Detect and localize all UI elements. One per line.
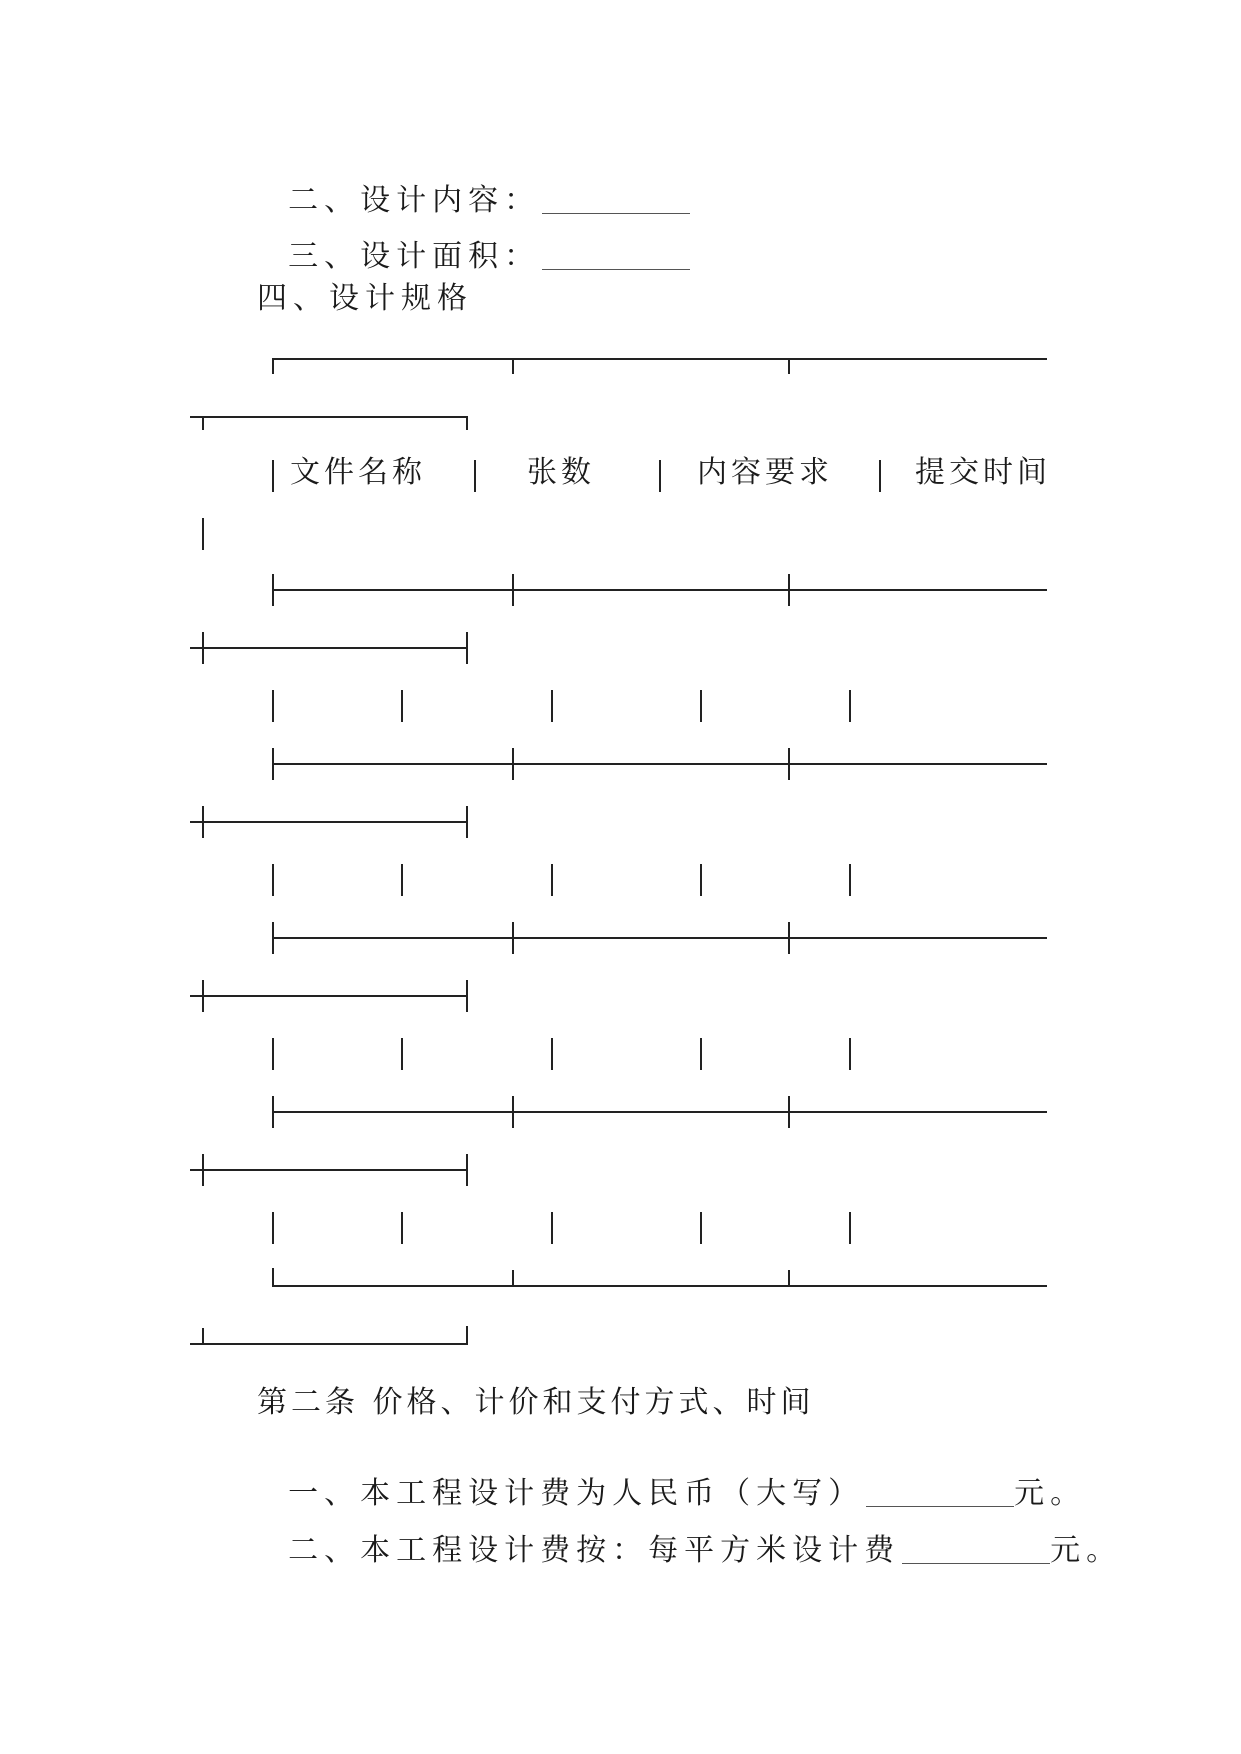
table-cell-sep <box>401 1038 403 1070</box>
article2-item2 <box>257 1500 1122 1568</box>
table-row-separator <box>272 589 1047 591</box>
table-col-sep <box>879 460 881 492</box>
table-junction <box>788 1096 790 1128</box>
table-tick <box>512 1270 514 1285</box>
table-junction <box>272 574 274 606</box>
table-cell-sep <box>849 1212 851 1244</box>
table-junction <box>512 1096 514 1128</box>
design-spec-heading: 四、设计规格 <box>257 281 473 316</box>
table-cell-sep <box>849 864 851 896</box>
design-content-label: 二、设计内容： <box>288 183 541 218</box>
table-junction <box>272 922 274 954</box>
table-junction <box>202 806 204 838</box>
table-row-separator-wrap <box>190 821 468 823</box>
table-header-submit-time: 提交时间 <box>915 455 1051 490</box>
table-cell-sep <box>551 1212 553 1244</box>
table-cell-sep <box>401 690 403 722</box>
table-bottom-border <box>272 1285 1047 1287</box>
table-junction <box>202 980 204 1012</box>
table-tick <box>788 358 790 374</box>
table-cell-sep <box>551 864 553 896</box>
table-row-separator-wrap <box>190 1169 468 1171</box>
table-row-separator-wrap <box>190 995 468 997</box>
table-junction <box>788 748 790 780</box>
article2-item2-label: 二、本工程设计费按：每平方米设计费 <box>288 1533 901 1568</box>
table-cell-sep <box>551 690 553 722</box>
table-junction <box>788 574 790 606</box>
table-top-border <box>272 358 1047 360</box>
table-cell-sep <box>272 864 274 896</box>
table-top-border-wrap <box>190 416 468 418</box>
table-junction <box>466 632 468 664</box>
table-tick <box>512 358 514 374</box>
table-header-requirements: 内容要求 <box>697 455 833 490</box>
table-bottom-border-wrap <box>190 1343 468 1345</box>
table-cell-sep <box>272 690 274 722</box>
table-cell-sep <box>272 1038 274 1070</box>
table-col-sep <box>659 460 661 492</box>
table-corner-tl <box>272 358 274 374</box>
table-cell-sep <box>401 864 403 896</box>
table-junction <box>202 1154 204 1186</box>
table-corner-tr <box>466 416 468 430</box>
table-header-filename: 文件名称 <box>290 455 426 490</box>
table-cell-sep <box>700 864 702 896</box>
table-junction <box>466 980 468 1012</box>
table-corner-bl <box>272 1268 274 1285</box>
article2-item2-blank[interactable] <box>900 1534 1050 1568</box>
table-junction <box>512 574 514 606</box>
table-col-sep-wrap <box>202 518 204 550</box>
design-area-blank[interactable] <box>540 240 690 274</box>
table-junction <box>202 632 204 664</box>
table-row-separator-wrap <box>190 647 468 649</box>
table-cell-sep <box>849 1038 851 1070</box>
design-area-line <box>257 206 690 274</box>
article2-item2-unit: 元。 <box>1050 1533 1123 1568</box>
table-header-sheets: 张数 <box>527 455 595 490</box>
table-junction <box>512 748 514 780</box>
table-cell-sep <box>700 1038 702 1070</box>
table-cell-sep <box>849 690 851 722</box>
article2-item1-label: 一、本工程设计费为人民币（大写） <box>288 1476 865 1511</box>
table-cell-sep <box>700 690 702 722</box>
table-col-sep <box>272 460 274 492</box>
table-tick <box>202 1328 204 1343</box>
table-junction <box>512 922 514 954</box>
table-junction <box>466 1154 468 1186</box>
table-junction <box>272 748 274 780</box>
table-cell-sep <box>551 1038 553 1070</box>
table-row-separator <box>272 763 1047 765</box>
table-tick <box>788 1270 790 1285</box>
table-tick <box>202 416 204 430</box>
design-area-label: 三、设计面积： <box>288 239 541 274</box>
table-junction <box>788 922 790 954</box>
table-col-sep <box>474 460 476 492</box>
article2-title: 第二条 价格、计价和支付方式、时间 <box>257 1385 815 1420</box>
table-row-separator <box>272 1111 1047 1113</box>
table-junction <box>466 806 468 838</box>
article2-item1-unit: 元。 <box>1014 1476 1087 1511</box>
table-cell-sep <box>401 1212 403 1244</box>
table-cell-sep <box>700 1212 702 1244</box>
table-row-separator <box>272 937 1047 939</box>
table-corner-br <box>466 1326 468 1343</box>
table-junction <box>272 1096 274 1128</box>
table-cell-sep <box>272 1212 274 1244</box>
